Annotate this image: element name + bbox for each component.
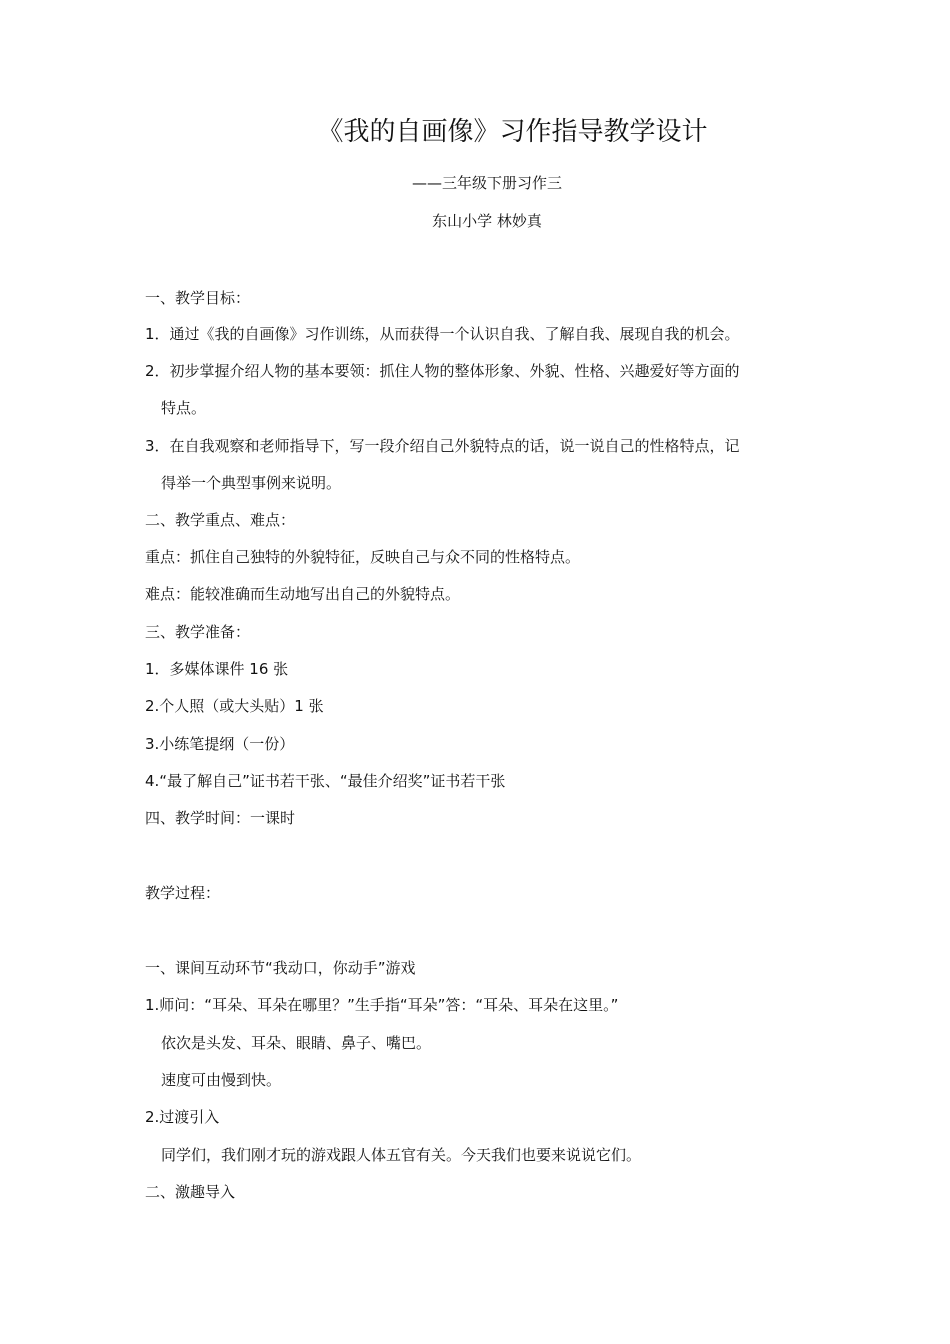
section-heading: 三、教学准备： — [145, 623, 251, 641]
list-item: 2.过渡引入 — [145, 1108, 220, 1126]
list-item: 2．初步掌握介绍人物的基本要领：抓住人物的整体形象、外貌、性格、兴趣爱好等方面的 — [145, 362, 740, 380]
section-heading: 一、教学目标： — [145, 289, 251, 307]
document-author: 东山小学 林妙真 — [432, 212, 542, 230]
paragraph: 依次是头发、耳朵、眼睛、鼻子、嘴巴。 — [161, 1034, 432, 1052]
section-heading: 二、教学重点、难点： — [145, 511, 296, 529]
section-heading: 一、课间互动环节“我动口，你动手”游戏 — [145, 959, 416, 977]
paragraph: 重点：抓住自己独特的外貌特征，反映自己与众不同的性格特点。 — [145, 548, 581, 566]
list-item: 1.师问：“耳朵、耳朵在哪里？”生手指“耳朵”答：“耳朵、耳朵在这里。” — [145, 996, 619, 1014]
document-subtitle: ——三年级下册习作三 — [411, 174, 562, 192]
section-heading: 二、激趣导入 — [145, 1183, 236, 1201]
list-item-continuation: 特点。 — [161, 399, 207, 417]
paragraph: 速度可由慢到快。 — [161, 1071, 282, 1089]
list-item-continuation: 得举一个典型事例来说明。 — [161, 474, 342, 492]
paragraph: 难点：能较准确而生动地写出自己的外貌特点。 — [145, 585, 461, 603]
document-title: 《我的自画像》习作指导教学设计 — [317, 117, 708, 147]
list-item: 2.个人照（或大头贴）1 张 — [145, 697, 324, 715]
list-item: 1．通过《我的自画像》习作训练，从而获得一个认识自我、了解自我、展现自我的机会。 — [145, 325, 740, 343]
section-heading: 四、教学时间：一课时 — [145, 809, 296, 827]
list-item: 4.“最了解自己”证书若干张、“最佳介绍奖”证书若干张 — [145, 772, 506, 790]
paragraph: 同学们，我们刚才玩的游戏跟人体五官有关。今天我们也要来说说它们。 — [161, 1146, 642, 1164]
list-item: 1．多媒体课件 16 张 — [145, 660, 289, 678]
list-item: 3．在自我观察和老师指导下，写一段介绍自己外貌特点的话，说一说自己的性格特点，记 — [145, 437, 740, 455]
section-heading: 教学过程： — [145, 884, 221, 902]
list-item: 3.小练笔提纲（一份） — [145, 735, 295, 753]
